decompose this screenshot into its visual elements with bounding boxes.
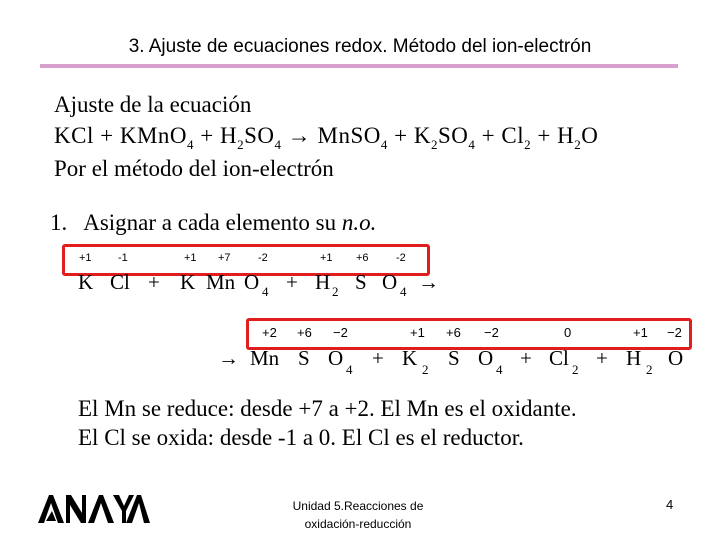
anaya-logo	[38, 493, 150, 525]
conclusion-line-1: El Mn se reduce: desde +7 a +2. El Mn es el oxidante.	[78, 396, 577, 421]
step-text: Asignar a cada elemento su	[83, 210, 342, 235]
sub-2: 2	[332, 284, 339, 299]
ox-p-s: +6	[297, 325, 312, 340]
ox-p-o3: −2	[667, 325, 682, 340]
sub-p-2b: 2	[572, 362, 579, 377]
sym-p-s: S	[298, 346, 310, 370]
slide-title: 3. Ajuste de ecuaciones redox. Método del ion-electrón	[128, 36, 592, 57]
footer-unit-line-2: oxidación-reducción	[304, 517, 412, 531]
step-number: 1.	[50, 210, 68, 235]
sym-h: H	[315, 270, 331, 294]
sym-o2: O	[382, 270, 398, 294]
ox-p-o2: −2	[484, 325, 499, 340]
footer-unit-line-1: Unidad 5.Reacciones de	[292, 499, 424, 513]
sym-s: S	[355, 270, 367, 294]
ox-p-cl: 0	[564, 325, 572, 340]
step-text-italic: n.o.	[341, 210, 377, 235]
sym-p-k: K	[402, 346, 418, 370]
conclusion-line-2: El Cl se oxida: desde -1 a 0. El Cl es el reductor.	[78, 425, 524, 450]
intro-line-1: Ajuste de la ecuación	[54, 92, 252, 117]
sub-4b: 4	[400, 284, 407, 299]
title-underline	[40, 64, 678, 68]
sym-p-o: O	[328, 346, 344, 370]
ox-mn: +7	[218, 252, 231, 264]
sym-p-cl: Cl	[549, 346, 569, 370]
step-1	[50, 210, 376, 236]
sym-o: O	[244, 270, 260, 294]
ox-o2: -2	[396, 252, 406, 264]
ox-o: -2	[258, 252, 268, 264]
sub-p-4b: 4	[496, 362, 503, 377]
footer-unit	[258, 497, 458, 533]
ox-s: +6	[356, 252, 369, 264]
ox-p-s2: +6	[446, 325, 461, 340]
main-equation: KCl + KMnO$_4$ + $H_2SO_4$ → MnSO$_4$ + $K_2SO_4 + Cl_2 + H_2O$	[54, 123, 599, 152]
intro-line-3: Por el método del ion-electrón	[54, 156, 334, 181]
ox-p-mn: +2	[262, 325, 277, 340]
ox-p-k: +1	[410, 325, 425, 340]
sym-p-plus-1: +	[372, 346, 384, 370]
sym-k: K	[78, 270, 94, 294]
sym-p-plus-2: +	[520, 346, 532, 370]
ox-h: +1	[320, 252, 333, 264]
page-number: 4	[666, 497, 674, 512]
sym-p-s2: S	[448, 346, 460, 370]
sym-p-h: H	[626, 346, 642, 370]
ox-p-h: +1	[633, 325, 648, 340]
sym-p-o2: O	[478, 346, 494, 370]
sym-cl: Cl	[110, 270, 130, 294]
sym-p-o3: O	[668, 346, 684, 370]
sym-p-plus-3: +	[596, 346, 608, 370]
sub-p-2c: 2	[646, 362, 653, 377]
arrow-right-icon: →	[218, 346, 239, 370]
sub-p-4: 4	[346, 362, 353, 377]
sym-plus-2: +	[286, 270, 298, 294]
sym-plus-1: +	[148, 270, 160, 294]
sym-p-mn: Mn	[250, 346, 280, 370]
ox-k2: +1	[184, 252, 197, 264]
sub-p-2: 2	[422, 362, 429, 377]
ox-p-o: −2	[333, 325, 348, 340]
anaya-logo-mark	[38, 493, 150, 525]
ox-k: +1	[79, 252, 92, 264]
ox-cl: -1	[118, 252, 128, 264]
arrow-right-icon: →	[418, 270, 439, 294]
sub-4: 4	[262, 284, 269, 299]
sym-mn: Mn	[206, 270, 236, 294]
sym-k2: K	[180, 270, 196, 294]
